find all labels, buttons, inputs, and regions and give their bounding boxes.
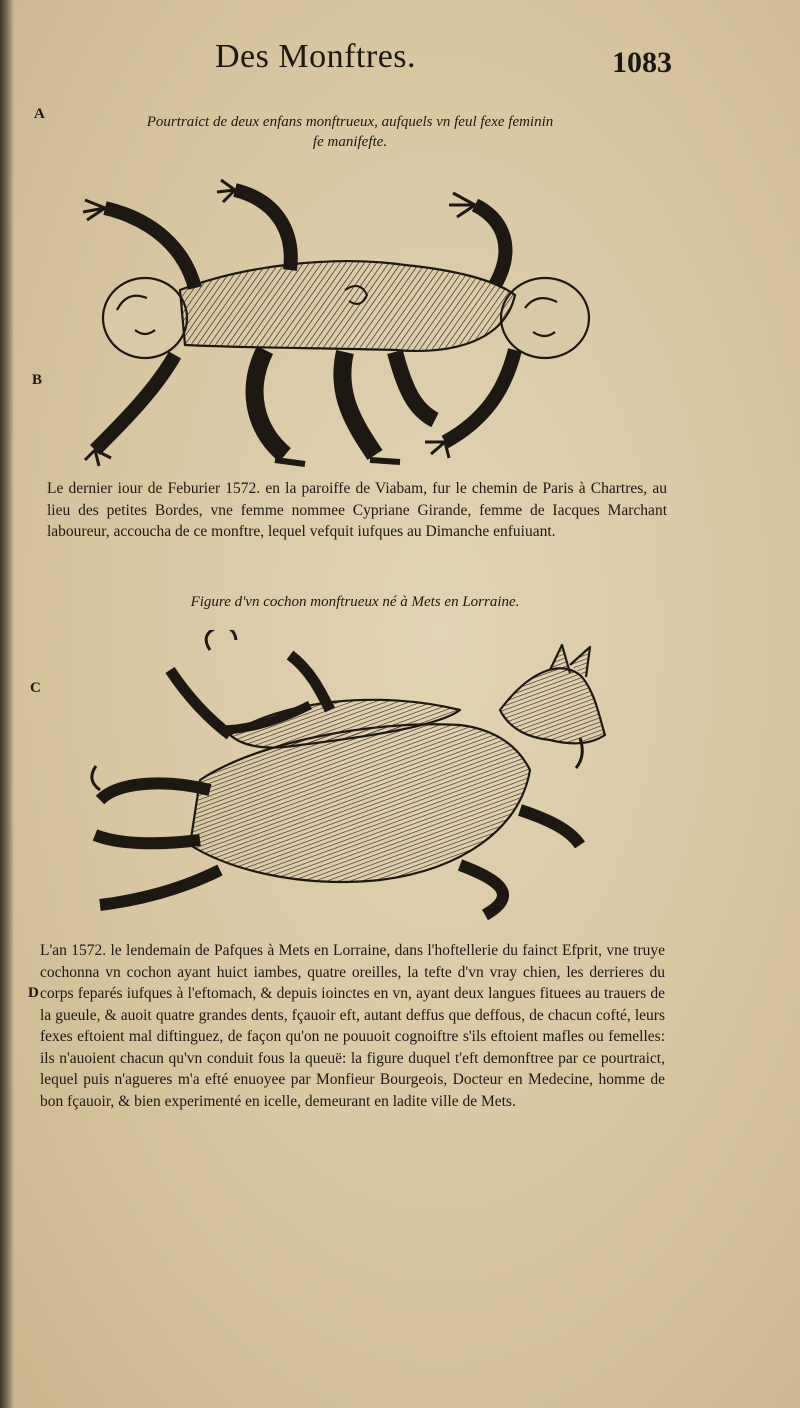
figure1-caption-line2: fe manifefte. [312,134,388,150]
paragraph-twins-account: Le dernier iour de Feburier 1572. en la paroiffe de Viabam, fur le chemin de Paris à Chartres, au lieu des petites Bordes, vne femme nommee Cypriane Girande, femme de Iacques Marchant laboureur, accoucha de ce monftre, lequel vefquit iufques au Dimanche enfuiuant. [47,480,667,540]
running-header-title: Des Monftres. [215,38,417,75]
page-number: 1083 [612,46,672,79]
conjoined-twins-woodcut [75,170,615,480]
page-gutter [0,0,14,1408]
figure2-caption: Figure d'vn cochon monftrueux né à Mets en Lorraine. [190,594,520,610]
monstrous-pig-woodcut [80,630,620,930]
margin-letter-a: A [34,106,45,122]
margin-letter-c: C [30,680,41,696]
margin-letter-b: B [32,372,43,388]
margin-letter-d: D [28,985,39,1001]
paragraph-pig-account: L'an 1572. le lendemain de Pafques à Mets en Lorraine, dans l'hoftellerie du fainct Efprit, vne truye cochonna vn cochon ayant huict iambes, quatre oreilles, la tefte d'vn vray chien, les derrieres du corps feparés iufques à l'eftomach, & depuis ioinctes en vn, ayant deux langues fituees au trauers de la gueule, & auoit quatre grandes dents, fçauoir eft, autant deffus que deffous, de chacun cofté, leurs fexes eftoient mal diftinguez, de façon qu'on ne pouuoit cognoiftre s'ils eftoient mafles ou femelles: ils n'auoient chacun qu'vn conduit fous la queuë: la figure duquel t'eft demonftree par ce pourtraict, lequel puis n'agueres m'a efté enuoyee par Monfieur Bourgeois, Docteur en Medecine, homme de bon fçauoir, & bien experimenté en icelle, demeurant en ladite ville de Mets. [40,942,665,1110]
figure1-caption-line1: Pourtraict de deux enfans monftrueux, aufquels vn feul fexe feminin [146,114,554,130]
